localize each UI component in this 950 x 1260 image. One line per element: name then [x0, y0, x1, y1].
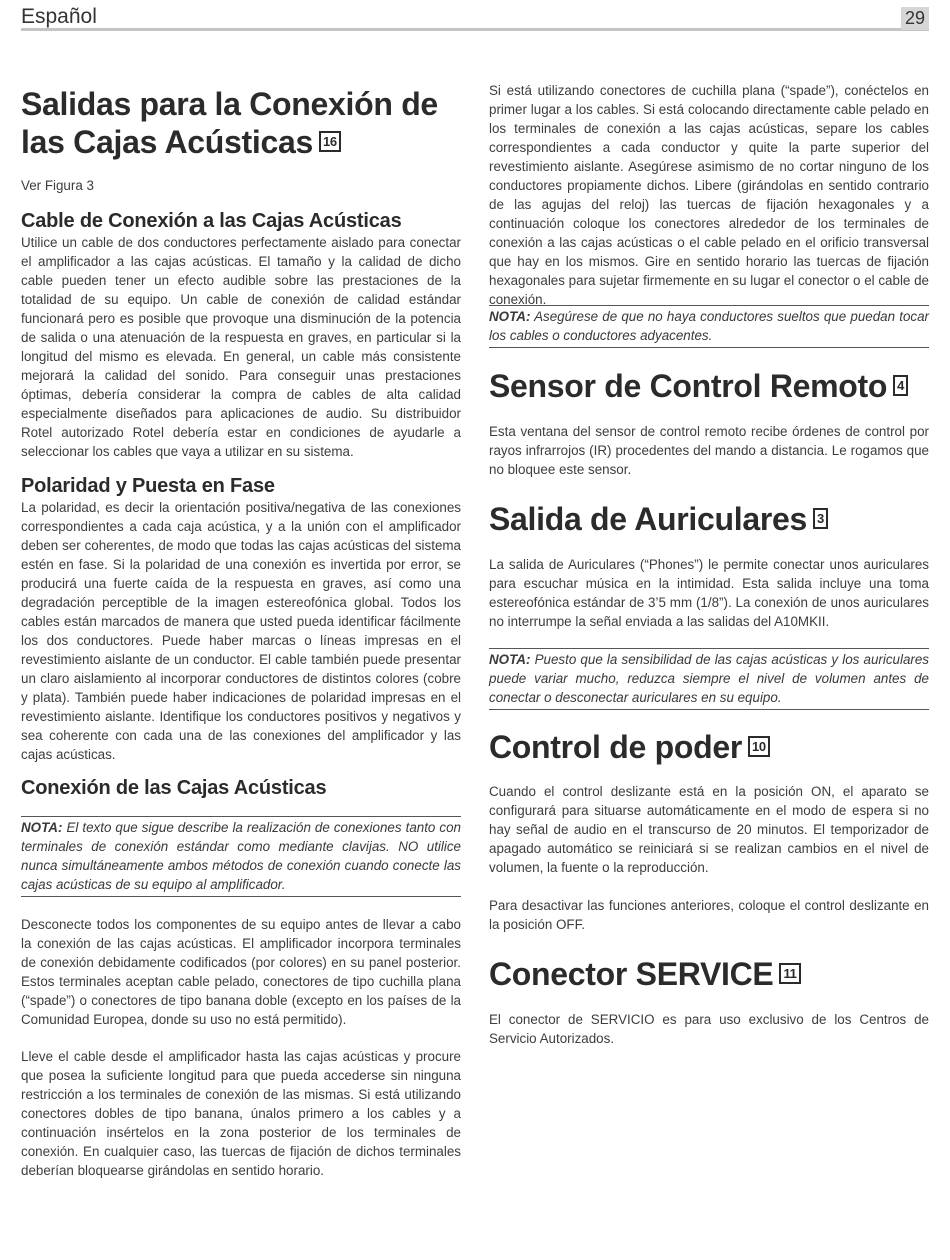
- section-title-text: Control de poder: [489, 729, 742, 765]
- callout-box: 11: [779, 963, 800, 984]
- section-title-text: Conector SERVICE: [489, 956, 774, 992]
- paragraph-connection-2: Lleve el cable desde el amplificador hasta las cajas acústicas y procure que posea la suficiente longitud para que pueda accederse sin ninguna restricción a los terminales de conexión de las mismas. Si está utilizando conectores dobles de tipo banana, únalos primero a los cables y a continuación insértelos en la zona posterior de los terminales de conexión. En cualquier caso, las tuercas de fijación de dichos terminales deberían bloquearse girándolas en sentido horario.: [21, 1049, 461, 1178]
- section-title-text: Sensor de Control Remoto: [489, 368, 888, 404]
- section-title-headphones: [489, 500, 929, 538]
- note-connection: [21, 816, 461, 897]
- note-text: Puesto que la sensibilidad de las cajas acústicas y los auriculares puede variar mucho, reduzca siempre el nivel de volumen antes de conectar o desconectar auriculares en su equipo.: [489, 652, 929, 705]
- see-figure-text: Ver Figura 3: [21, 178, 94, 193]
- page-header: [21, 4, 929, 31]
- paragraph-polarity: La polaridad, es decir la orientación positiva/negativa de las conexiones correspondientes a cada caja acústica, y a la unión con el amplificador deben ser coherentes, de modo que todas las cajas acústicas del sistema estén en fase. Si la polaridad de una conexión es invertida por error, se producirá una fuerte caída de la respuesta en graves, así como una degradación perceptible de la imagen estereofónica global. Todos los cables están marcados de manera que usted pueda identificar fácilmente los dos conductores. Puede haber marcas o líneas impresas en el revestimiento aislante de un conductor. El cable también puede presentar un claro aislamiento al incorporar conductores de distintos colores (cobre y plata). También puede haber indicaciones de polaridad impresas en el revestimiento aislante. Identifique los conductores positivos y negativos y sea coherente con cada una de las conexiones del amplificador y las cajas acústicas.: [21, 500, 461, 762]
- paragraph-speaker-cable: Utilice un cable de dos conductores perfectamente aislado para conectar el amplificador a las cajas acústicas. El tamaño y la calidad de dicho cable pueden tener un efecto audible sobre las prestaciones de la totalidad de su equipo. Un cable de conexión de calidad estándar funcionará pero es posible que provoque una disminución de la potencia de salida o una atenuación de la respuesta en graves, en particular si la longitud del mismo es elevada. En general, un cable más consistente mejorará la calidad del sonido. Para conseguir unas prestaciones óptimas, debería considerar la compra de cables de alta calidad especialmente diseñados para aplicaciones de audio. Su distribuidor Rotel autorizado Rotel debería estar en condiciones de ayudarle a seleccionar los cables que vaya a utilizar en su sistema.: [21, 235, 461, 459]
- section-title-text: Salida de Auriculares: [489, 501, 807, 537]
- paragraph-connection-1: Desconecte todos los componentes de su equipo antes de llevar a cabo la conexión de las cajas acústicas. El amplificador incorpora terminales de conexión debidamente codificados (por colores) en su panel posterior. Estos terminales aceptan cable pelado, conectores de tipo cuchilla plana (“spade”) o conectores de tipo banana doble (excepto en los países de la Comunidad Europea, donde su uso no está permitido).: [21, 917, 461, 1027]
- note-headphones-volume: [489, 648, 929, 710]
- section-title-speaker-outputs: [21, 85, 461, 161]
- section-title-power-control: [489, 728, 929, 766]
- note-label: NOTA:: [489, 309, 531, 324]
- paragraph-remote-sensor: Esta ventana del sensor de control remoto recibe órdenes de control por rayos infrarrojos (IR) procedentes del mando a distancia. Le rogamos que no bloquee este sensor.: [489, 424, 929, 477]
- section-title-remote-sensor: [489, 367, 929, 405]
- callout-box: 3: [813, 508, 828, 529]
- section-title-service-connector: [489, 955, 929, 993]
- language-label: Español: [21, 5, 97, 28]
- heading-polarity: Polaridad y Puesta en Fase: [21, 475, 275, 497]
- heading-speaker-cable: Cable de Conexión a las Cajas Acústicas: [21, 210, 402, 232]
- note-loose-conductors: [489, 305, 929, 348]
- paragraph-service-connector: El conector de SERVICIO es para uso exclusivo de los Centros de Servicio Autorizados.: [489, 1012, 929, 1046]
- page-number: 29: [901, 7, 929, 30]
- note-label: NOTA:: [489, 652, 531, 667]
- paragraph-power-control-1: Cuando el control deslizante está en la posición ON, el aparato se configurará para situarse automáticamente en el modo de espera si no hay señal de audio en el transcurso de 20 minutos. El temporizador de apagado automático se reiniciará si se realizan cambios en el nivel de volumen, la fuente o la reproducción.: [489, 784, 929, 875]
- paragraph-power-control-2: Para desactivar las funciones anteriores, coloque el control deslizante en la posición OFF.: [489, 898, 929, 932]
- note-text: Asegúrese de que no haya conductores sueltos que puedan tocar los cables o conductores adyacentes.: [489, 309, 929, 343]
- note-label: NOTA:: [21, 820, 63, 835]
- heading-speaker-connection: Conexión de las Cajas Acústicas: [21, 777, 327, 799]
- paragraph-spade-connectors: Si está utilizando conectores de cuchilla plana (“spade”), conéctelos en primer lugar a los cables. Si está colocando directamente cable pelado en los terminales de conexión a las cajas acústicas, separe los cables correspondientes a cada conductor y quite la parte superior del revestimiento aislante. Asegúrese asimismo de no cortar ninguno de los conductores propiamente dichos. Libere (girándolas en sentido contrario de las agujas del reloj) las tuercas de fijación hexagonales y a continuación coloque los conectores alrededor de los terminales de conexión a las cajas acústicas o el cable pelado en el orificio transversal que hay en los mismos. Gire en sentido horario las tuercas de fijación hexagonales para sujetar firmemente en su lugar el conector o el cable de conexión.: [489, 83, 929, 307]
- section-title-text: Salidas para la Conexión de las Cajas Acústicas: [21, 86, 438, 160]
- note-text: El texto que sigue describe la realización de conexiones tanto con terminales de conexión estándar como mediante clavijas. NO utilice nunca simultáneamente ambos métodos de conexión cuando conecte las cajas acústicas de su equipo al amplificador.: [21, 820, 461, 892]
- callout-box: 4: [893, 375, 908, 396]
- paragraph-headphones: La salida de Auriculares (“Phones”) le permite conectar unos auriculares para escuchar música en la intimidad. Esta salida incluye una toma estereofónica estándar de 3’5 mm (1/8”). La conexión de unos auriculares no interrumpe la señal enviada a las salidas del A10MKII.: [489, 557, 929, 629]
- callout-box: 10: [748, 736, 770, 757]
- callout-box: 16: [319, 131, 341, 152]
